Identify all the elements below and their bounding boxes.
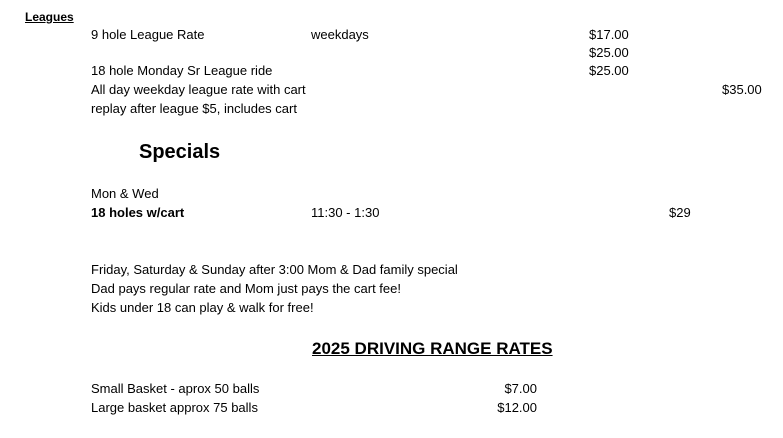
range-row-1-price: $7.00 bbox=[504, 381, 537, 396]
range-row-2-desc: Large basket approx 75 balls bbox=[91, 400, 258, 415]
league-row-5-desc: replay after league $5, includes cart bbox=[91, 101, 297, 116]
league-row-3-desc: 18 hole Monday Sr League ride bbox=[91, 63, 273, 78]
range-row-1-desc: Small Basket - aprox 50 balls bbox=[91, 381, 260, 396]
league-row-1-price: $17.00 bbox=[589, 27, 629, 42]
range-row-2-price: $12.00 bbox=[497, 400, 537, 415]
league-row-4-desc: All day weekday league rate with cart bbox=[91, 82, 306, 97]
specials-days: Mon & Wed bbox=[91, 186, 159, 201]
league-row-1-when: weekdays bbox=[311, 27, 369, 42]
league-row-4-price: $35.00 bbox=[722, 82, 762, 97]
specials-deal-price: $29 bbox=[669, 205, 691, 220]
driving-range-heading: 2025 DRIVING RANGE RATES bbox=[312, 339, 553, 358]
leagues-heading: Leagues bbox=[25, 10, 74, 24]
family-special-line-2: Dad pays regular rate and Mom just pays the cart fee! bbox=[91, 281, 401, 296]
league-row-2-price: $25.00 bbox=[589, 45, 629, 60]
specials-deal-desc: 18 holes w/cart bbox=[91, 205, 185, 220]
specials-heading: Specials bbox=[139, 141, 221, 163]
specials-deal-time: 11:30 - 1:30 bbox=[311, 205, 380, 220]
league-row-3-price: $25.00 bbox=[589, 63, 629, 78]
family-special-line-3: Kids under 18 can play & walk for free! bbox=[91, 300, 314, 315]
family-special-line-1: Friday, Saturday & Sunday after 3:00 Mom & Dad family special bbox=[91, 262, 458, 277]
league-row-1-desc: 9 hole League Rate bbox=[91, 27, 205, 42]
